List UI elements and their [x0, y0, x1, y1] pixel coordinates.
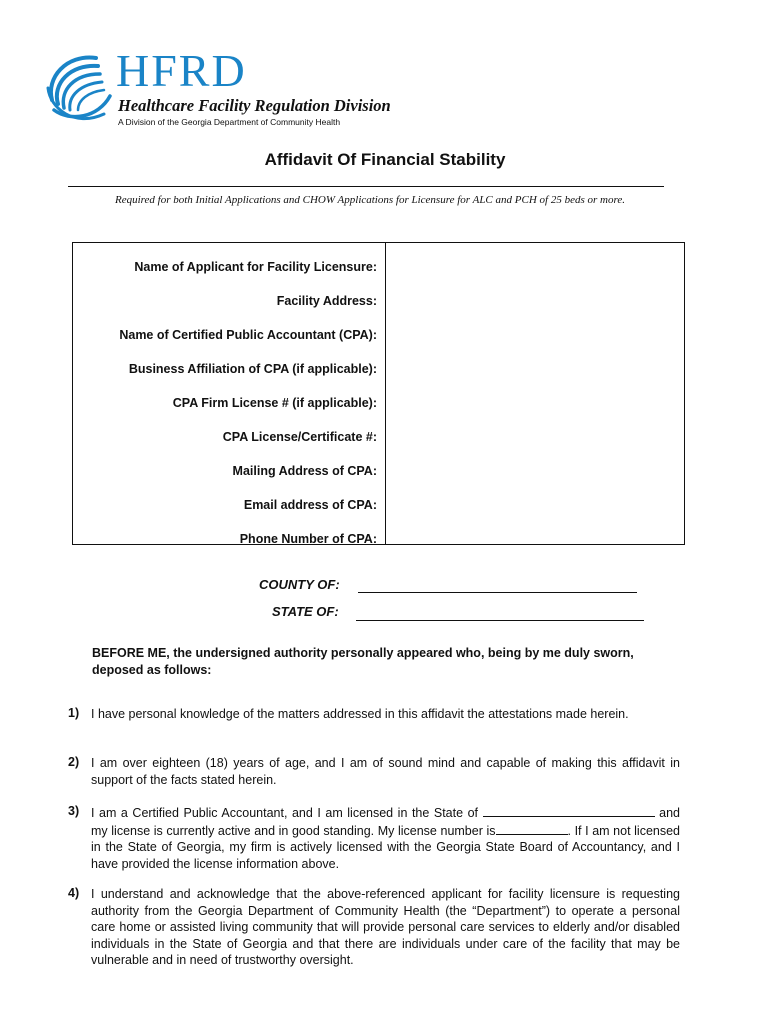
table-row	[73, 421, 686, 455]
table-row	[73, 523, 686, 557]
division-subtitle: A Division of the Georgia Department of Community Health	[118, 117, 341, 127]
field-label-cpa-mailing: Mailing Address of CPA:	[232, 464, 377, 478]
document-subtitle: Required for both Initial Applications and CHOW Applications for Licensure for ALC and PCH of 25 beds or more.	[115, 194, 625, 206]
field-label-cpa-affiliation: Business Affiliation of CPA (if applicable):	[128, 362, 377, 376]
table-row	[73, 285, 686, 319]
preamble: BEFORE ME, the undersigned authority personally appeared who, being by me duly sworn, deposed as follows:	[92, 646, 634, 677]
cpa-affiliation-field[interactable]	[386, 353, 684, 387]
field-label-cpa-firm-license: CPA Firm License # (if applicable):	[172, 396, 377, 410]
table-row	[73, 455, 686, 489]
license-number-field[interactable]	[496, 822, 568, 835]
county-label: COUNTY OF:	[259, 577, 340, 592]
state-field[interactable]	[356, 606, 644, 621]
cpa-name-field[interactable]	[386, 319, 684, 353]
table-row	[73, 387, 686, 421]
field-label-facility-address: Facility Address:	[276, 294, 377, 308]
table-row	[73, 353, 686, 387]
cpa-license-field[interactable]	[386, 421, 684, 455]
item-3-text-a: I am a Certified Public Accountant, and I am licensed in the State of	[91, 806, 479, 820]
title-rule	[68, 186, 664, 187]
table-row	[73, 319, 686, 353]
applicant-name-field[interactable]	[386, 251, 684, 285]
county-field[interactable]	[358, 578, 637, 593]
cpa-mailing-field[interactable]	[386, 455, 684, 489]
item-number: 3)	[68, 804, 80, 818]
item-2-text: I am over eighteen (18) years of age, and I am of sound mind and capable of making this affidavit in support of the facts stated herein.	[91, 756, 680, 787]
item-3-text-b: and my license is currently active and in good standing. My license number is	[91, 806, 680, 838]
item-number: 2)	[68, 755, 80, 769]
division-name: Healthcare Facility Regulation Division	[118, 96, 391, 115]
item-3-text	[91, 804, 680, 872]
item-number: 1)	[68, 706, 80, 720]
item-number: 4)	[68, 886, 80, 900]
cpa-email-field[interactable]	[386, 489, 684, 523]
field-label-applicant-name: Name of Applicant for Facility Licensure:	[134, 260, 377, 274]
item-1-text: I have personal knowledge of the matters addressed in this affidavit the attestations made herein.	[91, 707, 629, 721]
facility-address-field[interactable]	[386, 285, 684, 319]
item-4-text: I understand and acknowledge that the above-referenced applicant for facility licensure is requesting authority from the Georgia Department of Community Health (the “Department”) to operate a personal care home or assisted living community that will provide personal care services to elderly and/or disabled individuals in the State of Georgia and that there are individuals under care of the facility that may be vulnerable and in need of trustworthy oversight.	[91, 887, 680, 967]
cpa-phone-field[interactable]	[386, 523, 684, 557]
cpa-firm-license-field[interactable]	[386, 387, 684, 421]
table-row	[73, 489, 686, 523]
hfrd-logo	[44, 45, 404, 132]
document-title: Affidavit Of Financial Stability	[264, 150, 506, 169]
item-3-text-c: . If I am not licensed in the State of Georgia, my firm is actively licensed with the Georgia State Board of Accountancy, and I have provided the license information above.	[91, 823, 680, 871]
state-of-license-field[interactable]	[483, 804, 655, 817]
table-row	[73, 251, 686, 285]
field-label-cpa-email: Email address of CPA:	[243, 498, 377, 512]
field-label-cpa-phone: Phone Number of CPA:	[239, 532, 377, 546]
field-label-cpa-license: CPA License/Certificate #:	[222, 430, 377, 444]
state-label: STATE OF:	[272, 604, 339, 619]
hfrd-swirl-icon	[44, 48, 120, 132]
applicant-info-table	[72, 242, 685, 545]
logo-letters: HFRD	[116, 45, 247, 96]
field-label-cpa-name: Name of Certified Public Accountant (CPA):	[119, 328, 377, 342]
